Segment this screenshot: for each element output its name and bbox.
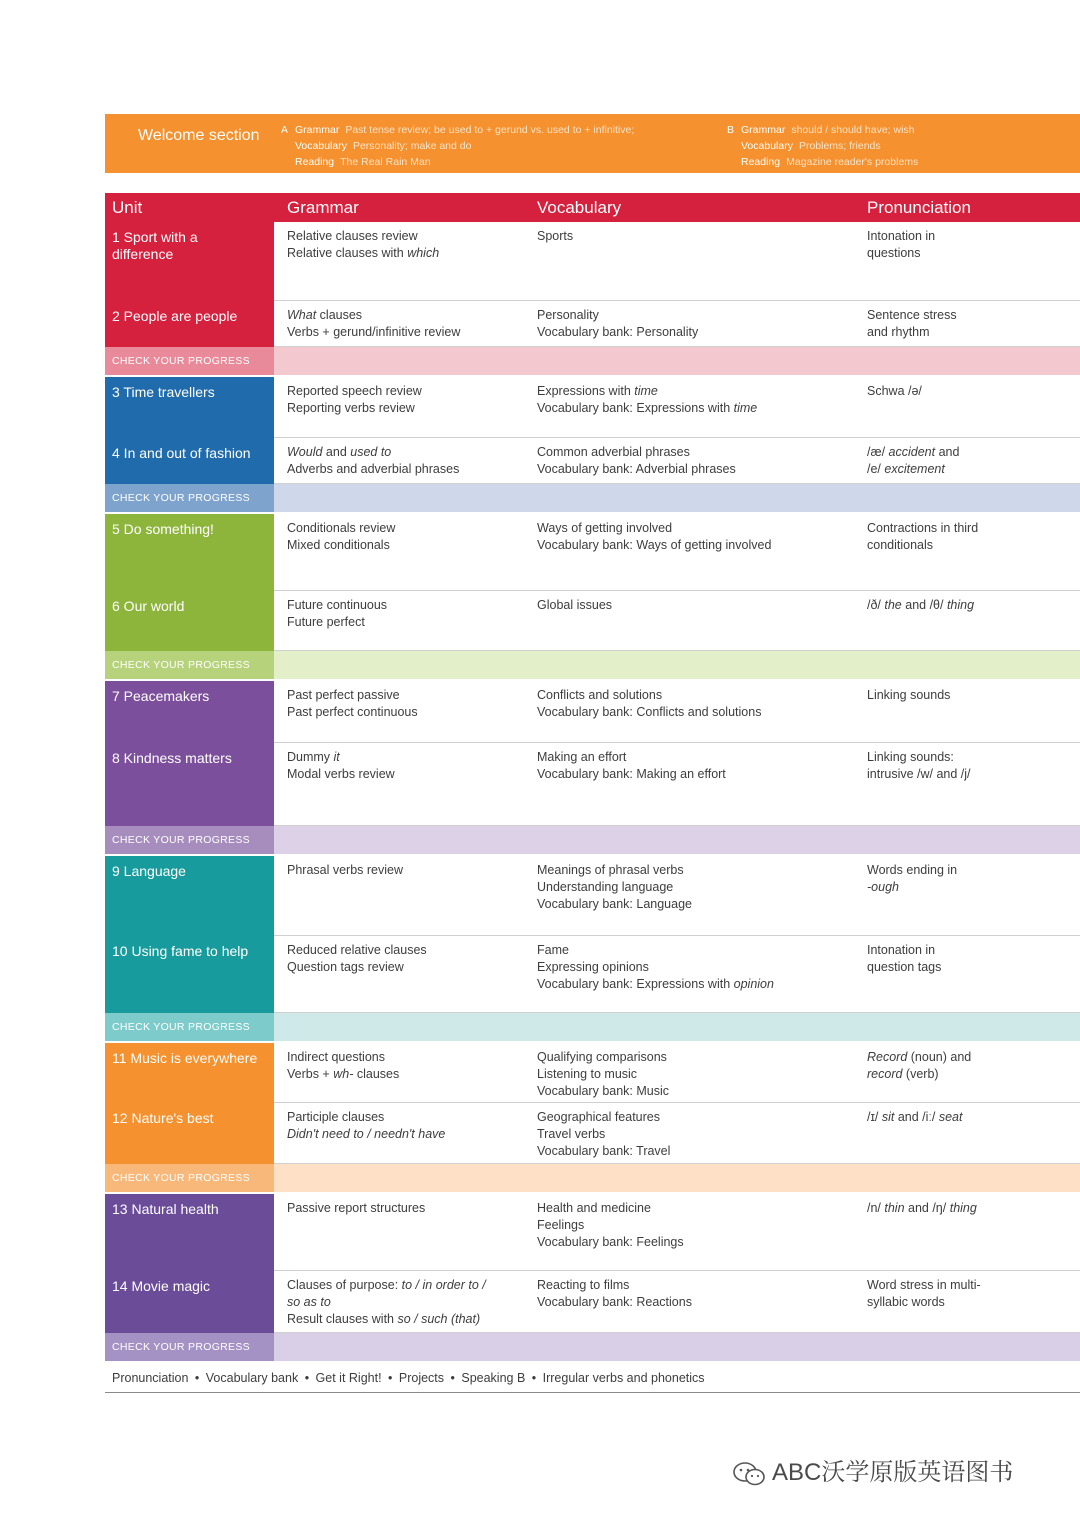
unit-grammar-cell <box>287 687 527 721</box>
welcome-b-reading: Magazine reader's problems <box>786 156 919 168</box>
line: Words ending in <box>867 863 958 877</box>
label-grammar: Grammar <box>741 124 786 136</box>
line: Vocabulary bank: Feelings <box>537 1235 684 1249</box>
check-your-progress-label-cell <box>105 484 274 512</box>
welcome-title: Welcome section <box>138 127 260 144</box>
footer-bullet: • <box>528 1371 540 1385</box>
unit-title-cell <box>105 681 274 743</box>
unit-grammar-cell <box>287 383 527 417</box>
label-grammar: Grammar <box>295 124 340 136</box>
welcome-column-a <box>281 122 635 170</box>
unit-pron-cell <box>867 597 1067 614</box>
footer-bullet: • <box>447 1371 459 1385</box>
unit-grammar-cell <box>287 1277 527 1328</box>
check-your-progress-label-cell <box>105 1164 274 1192</box>
line: conditionals <box>867 538 934 552</box>
check-your-progress-label: CHECK YOUR PROGRESS <box>112 355 250 367</box>
check-your-progress-label-cell <box>105 651 274 679</box>
line: intrusive /w/ and /j/ <box>867 767 971 781</box>
line: Future perfect <box>287 615 365 629</box>
unit-grammar-cell <box>287 942 527 976</box>
unit-title-cell <box>105 438 274 484</box>
line: Word stress in multi- <box>867 1278 981 1292</box>
line: Result clauses with so / such (that) <box>287 1312 481 1326</box>
line: Past perfect continuous <box>287 705 418 719</box>
check-your-progress-label-cell <box>105 1333 274 1361</box>
unit-title: 10 Using fame to help <box>112 943 249 959</box>
line: Vocabulary bank: Conflicts and solutions <box>537 705 762 719</box>
line: /ɪ/ sit and /iː/ seat <box>867 1110 963 1124</box>
line: Contractions in third <box>867 521 979 535</box>
unit-vocab-cell <box>537 1200 837 1251</box>
unit-title: 12 Nature's best <box>112 1110 214 1126</box>
unit-title-cell <box>105 591 274 651</box>
unit-vocab-cell <box>537 383 837 417</box>
check-your-progress-label: CHECK YOUR PROGRESS <box>112 492 250 504</box>
unit-pron-cell <box>867 1200 1067 1217</box>
welcome-column-b <box>727 122 919 170</box>
unit-title: 13 Natural health <box>112 1201 219 1217</box>
line: Conflicts and solutions <box>537 688 663 702</box>
line: Clauses of purpose: to / in order to / <box>287 1278 486 1292</box>
check-your-progress-row <box>105 1333 1080 1361</box>
line: Relative clauses review <box>287 229 418 243</box>
row-divider <box>274 590 1080 591</box>
unit-pron-cell <box>867 1277 1067 1311</box>
line: Vocabulary bank: Language <box>537 897 692 911</box>
unit-vocab-cell <box>537 862 837 913</box>
unit-title-cell <box>105 743 274 826</box>
check-your-progress-row <box>105 1013 1080 1041</box>
line: Qualifying comparisons <box>537 1050 667 1064</box>
line: Participle clauses <box>287 1110 385 1124</box>
footer-bullet: • <box>191 1371 203 1385</box>
line: Record (noun) and <box>867 1050 972 1064</box>
unit-grammar-cell <box>287 1109 527 1143</box>
footer-bullet: • <box>301 1371 313 1385</box>
unit-pron-cell <box>867 228 1067 262</box>
check-your-progress-label: CHECK YOUR PROGRESS <box>112 834 250 846</box>
label-vocabulary: Vocabulary <box>295 140 347 152</box>
line: Reported speech review <box>287 384 422 398</box>
unit-title: 4 In and out of fashion <box>112 445 251 461</box>
welcome-a-reading: The Real Rain Man <box>340 156 431 168</box>
line: Past perfect passive <box>287 688 400 702</box>
unit-title-cell <box>105 222 274 301</box>
line: question tags <box>867 960 942 974</box>
line: Expressions with time <box>537 384 658 398</box>
unit-vocab-cell <box>537 444 837 478</box>
unit-pron-cell <box>867 383 1067 400</box>
unit-title: 2 People are people <box>112 308 238 324</box>
unit-title-cell <box>105 377 274 438</box>
unit-pron-cell <box>867 942 1067 976</box>
line: Intonation in <box>867 943 936 957</box>
line: Indirect questions <box>287 1050 385 1064</box>
unit-pron-cell <box>867 862 1067 896</box>
line: Relative clauses with which <box>287 246 440 260</box>
line: Meanings of phrasal verbs <box>537 863 684 877</box>
unit-title: 5 Do something! <box>112 521 214 537</box>
line: Linking sounds <box>867 688 951 702</box>
unit-title: 11 Music is everywhere <box>112 1050 258 1066</box>
line: Vocabulary bank: Adverbial phrases <box>537 462 736 476</box>
line: Vocabulary bank: Travel <box>537 1144 671 1158</box>
unit-vocab-cell <box>537 228 837 245</box>
line: Dummy it <box>287 750 340 764</box>
unit-grammar-cell <box>287 862 527 879</box>
line: Listening to music <box>537 1067 638 1081</box>
unit-vocab-cell <box>537 597 837 614</box>
row-divider <box>274 1270 1080 1271</box>
unit-title: 9 Language <box>112 863 186 879</box>
unit-vocab-cell <box>537 942 837 993</box>
line: questions <box>867 246 921 260</box>
unit-pron-cell <box>867 444 1067 478</box>
check-your-progress-label: CHECK YOUR PROGRESS <box>112 1021 250 1033</box>
check-your-progress-label: CHECK YOUR PROGRESS <box>112 1341 250 1353</box>
unit-grammar-cell <box>287 749 527 783</box>
line: Reduced relative clauses <box>287 943 427 957</box>
table-header <box>105 193 1080 222</box>
row-divider <box>274 742 1080 743</box>
line: /n/ thin and /ŋ/ thing <box>867 1201 977 1215</box>
line: Travel verbs <box>537 1127 606 1141</box>
line: Didn't need to / needn't have <box>287 1127 446 1141</box>
unit-grammar-cell <box>287 444 527 478</box>
line: Verbs + wh- clauses <box>287 1067 400 1081</box>
footer-item: Projects <box>398 1371 445 1385</box>
line: Future continuous <box>287 598 388 612</box>
line: Ways of getting involved <box>537 521 673 535</box>
line: Personality <box>537 308 599 322</box>
line: Geographical features <box>537 1110 660 1124</box>
line: Passive report structures <box>287 1201 426 1215</box>
unit-vocab-cell <box>537 307 837 341</box>
unit-grammar-cell <box>287 228 527 262</box>
unit-title: 1 Sport with a difference <box>112 229 198 262</box>
unit-pron-cell <box>867 1049 1067 1083</box>
wechat-icon <box>732 1461 766 1487</box>
unit-title-cell <box>105 1271 274 1333</box>
line: Reacting to films <box>537 1278 630 1292</box>
header-pronunciation: Pronunciation <box>867 198 971 217</box>
line: Linking sounds: <box>867 750 954 764</box>
unit-title: 3 Time travellers <box>112 384 215 400</box>
line: and rhythm <box>867 325 930 339</box>
unit-pron-cell <box>867 520 1067 554</box>
unit-grammar-cell <box>287 520 527 554</box>
unit-grammar-cell <box>287 307 527 341</box>
check-your-progress-label: CHECK YOUR PROGRESS <box>112 659 250 671</box>
unit-pron-cell <box>867 687 1067 704</box>
line: Vocabulary bank: Reactions <box>537 1295 692 1309</box>
unit-pron-cell <box>867 749 1067 783</box>
line: Verbs + gerund/infinitive review <box>287 325 461 339</box>
line: Would and used to <box>287 445 392 459</box>
unit-vocab-cell <box>537 1049 837 1100</box>
row-divider <box>274 1102 1080 1103</box>
brand-watermark <box>732 1452 1013 1487</box>
line: Understanding language <box>537 880 674 894</box>
welcome-b-vocab: Problems; friends <box>798 140 881 152</box>
unit-vocab-cell <box>537 687 837 721</box>
line: Making an effort <box>537 750 627 764</box>
unit-pron-cell <box>867 1109 1067 1126</box>
unit-title: 14 Movie magic <box>112 1278 211 1294</box>
unit-vocab-cell <box>537 520 837 554</box>
header-vocabulary: Vocabulary <box>537 198 622 217</box>
label-vocabulary: Vocabulary <box>741 140 793 152</box>
check-your-progress-row <box>105 347 1080 375</box>
welcome-a-vocab: Personality; make and do <box>352 140 472 152</box>
unit-pron-cell <box>867 307 1067 341</box>
line: Intonation in <box>867 229 936 243</box>
header-grammar: Grammar <box>287 198 359 217</box>
line: Conditionals review <box>287 521 396 535</box>
line: /æ/ accident and <box>867 445 960 459</box>
welcome-b-grammar: should / should have; wish <box>791 124 915 136</box>
check-your-progress-row <box>105 826 1080 854</box>
welcome-b-letter: B <box>727 124 735 136</box>
line: record (verb) <box>867 1067 939 1081</box>
line: Global issues <box>537 598 613 612</box>
footer-item: Irregular verbs and phonetics <box>542 1371 705 1385</box>
line: Phrasal verbs review <box>287 863 404 877</box>
row-divider <box>274 437 1080 438</box>
line: Expressing opinions <box>537 960 649 974</box>
check-your-progress-label-cell <box>105 347 274 375</box>
welcome-a-letter: A <box>281 124 289 136</box>
line: Fame <box>537 943 569 957</box>
line: Common adverbial phrases <box>537 445 690 459</box>
unit-grammar-cell <box>287 597 527 631</box>
footer-item: Pronunciation <box>112 1371 189 1385</box>
welcome-section-banner <box>105 114 1080 173</box>
line: What clauses <box>287 308 363 322</box>
unit-vocab-cell <box>537 1277 837 1311</box>
row-divider <box>274 935 1080 936</box>
header-unit: Unit <box>112 198 143 217</box>
unit-vocab-cell <box>537 1109 837 1160</box>
line: Health and medicine <box>537 1201 651 1215</box>
label-reading: Reading <box>295 156 335 168</box>
line: Vocabulary bank: Music <box>537 1084 670 1098</box>
welcome-a-grammar: Past tense review; be used to + gerund vs. used to + infinitive; <box>345 124 635 136</box>
footer-item: Vocabulary bank <box>205 1371 299 1385</box>
unit-title-cell <box>105 1103 274 1164</box>
brand-text: ABC沃学原版英语图书 <box>772 1459 1014 1486</box>
line: Modal verbs review <box>287 767 395 781</box>
line: Feelings <box>537 1218 585 1232</box>
footer-item: Get it Right! <box>315 1371 382 1385</box>
line: so as to <box>287 1295 331 1309</box>
line: Mixed conditionals <box>287 538 390 552</box>
check-your-progress-label: CHECK YOUR PROGRESS <box>112 1172 250 1184</box>
line: Vocabulary bank: Expressions with opinion <box>537 977 774 991</box>
line: Reporting verbs review <box>287 401 415 415</box>
unit-title-cell <box>105 936 274 1013</box>
label-reading: Reading <box>741 156 781 168</box>
unit-title-cell <box>105 1194 274 1271</box>
unit-title-cell <box>105 301 274 347</box>
line: Vocabulary bank: Expressions with time <box>537 401 758 415</box>
check-your-progress-label-cell <box>105 826 274 854</box>
line: Sentence stress <box>867 308 957 322</box>
footer-links <box>112 1371 705 1385</box>
unit-title-cell <box>105 1043 274 1103</box>
unit-grammar-cell <box>287 1200 527 1217</box>
unit-grammar-cell <box>287 1049 527 1083</box>
unit-title-cell <box>105 514 274 591</box>
check-your-progress-row <box>105 651 1080 679</box>
line: Adverbs and adverbial phrases <box>287 462 460 476</box>
line: syllabic words <box>867 1295 945 1309</box>
check-your-progress-row <box>105 1164 1080 1192</box>
footer-divider <box>105 1392 1080 1393</box>
line: Vocabulary bank: Ways of getting involved <box>537 538 772 552</box>
unit-vocab-cell <box>537 749 837 783</box>
line: Vocabulary bank: Making an effort <box>537 767 726 781</box>
line: Schwa /ə/ <box>867 384 922 398</box>
line: -ough <box>867 880 899 894</box>
unit-title-cell <box>105 856 274 936</box>
footer-item: Speaking B <box>461 1371 526 1385</box>
line: Sports <box>537 229 574 243</box>
footer-bullet: • <box>384 1371 396 1385</box>
check-your-progress-label-cell <box>105 1013 274 1041</box>
line: Question tags review <box>287 960 404 974</box>
line: /ð/ the and /θ/ thing <box>867 598 975 612</box>
unit-title: 7 Peacemakers <box>112 688 210 704</box>
row-divider <box>274 300 1080 301</box>
line: /e/ excitement <box>867 462 945 476</box>
check-your-progress-row <box>105 484 1080 512</box>
unit-title: 6 Our world <box>112 598 185 614</box>
unit-title: 8 Kindness matters <box>112 750 232 766</box>
line: Vocabulary bank: Personality <box>537 325 699 339</box>
